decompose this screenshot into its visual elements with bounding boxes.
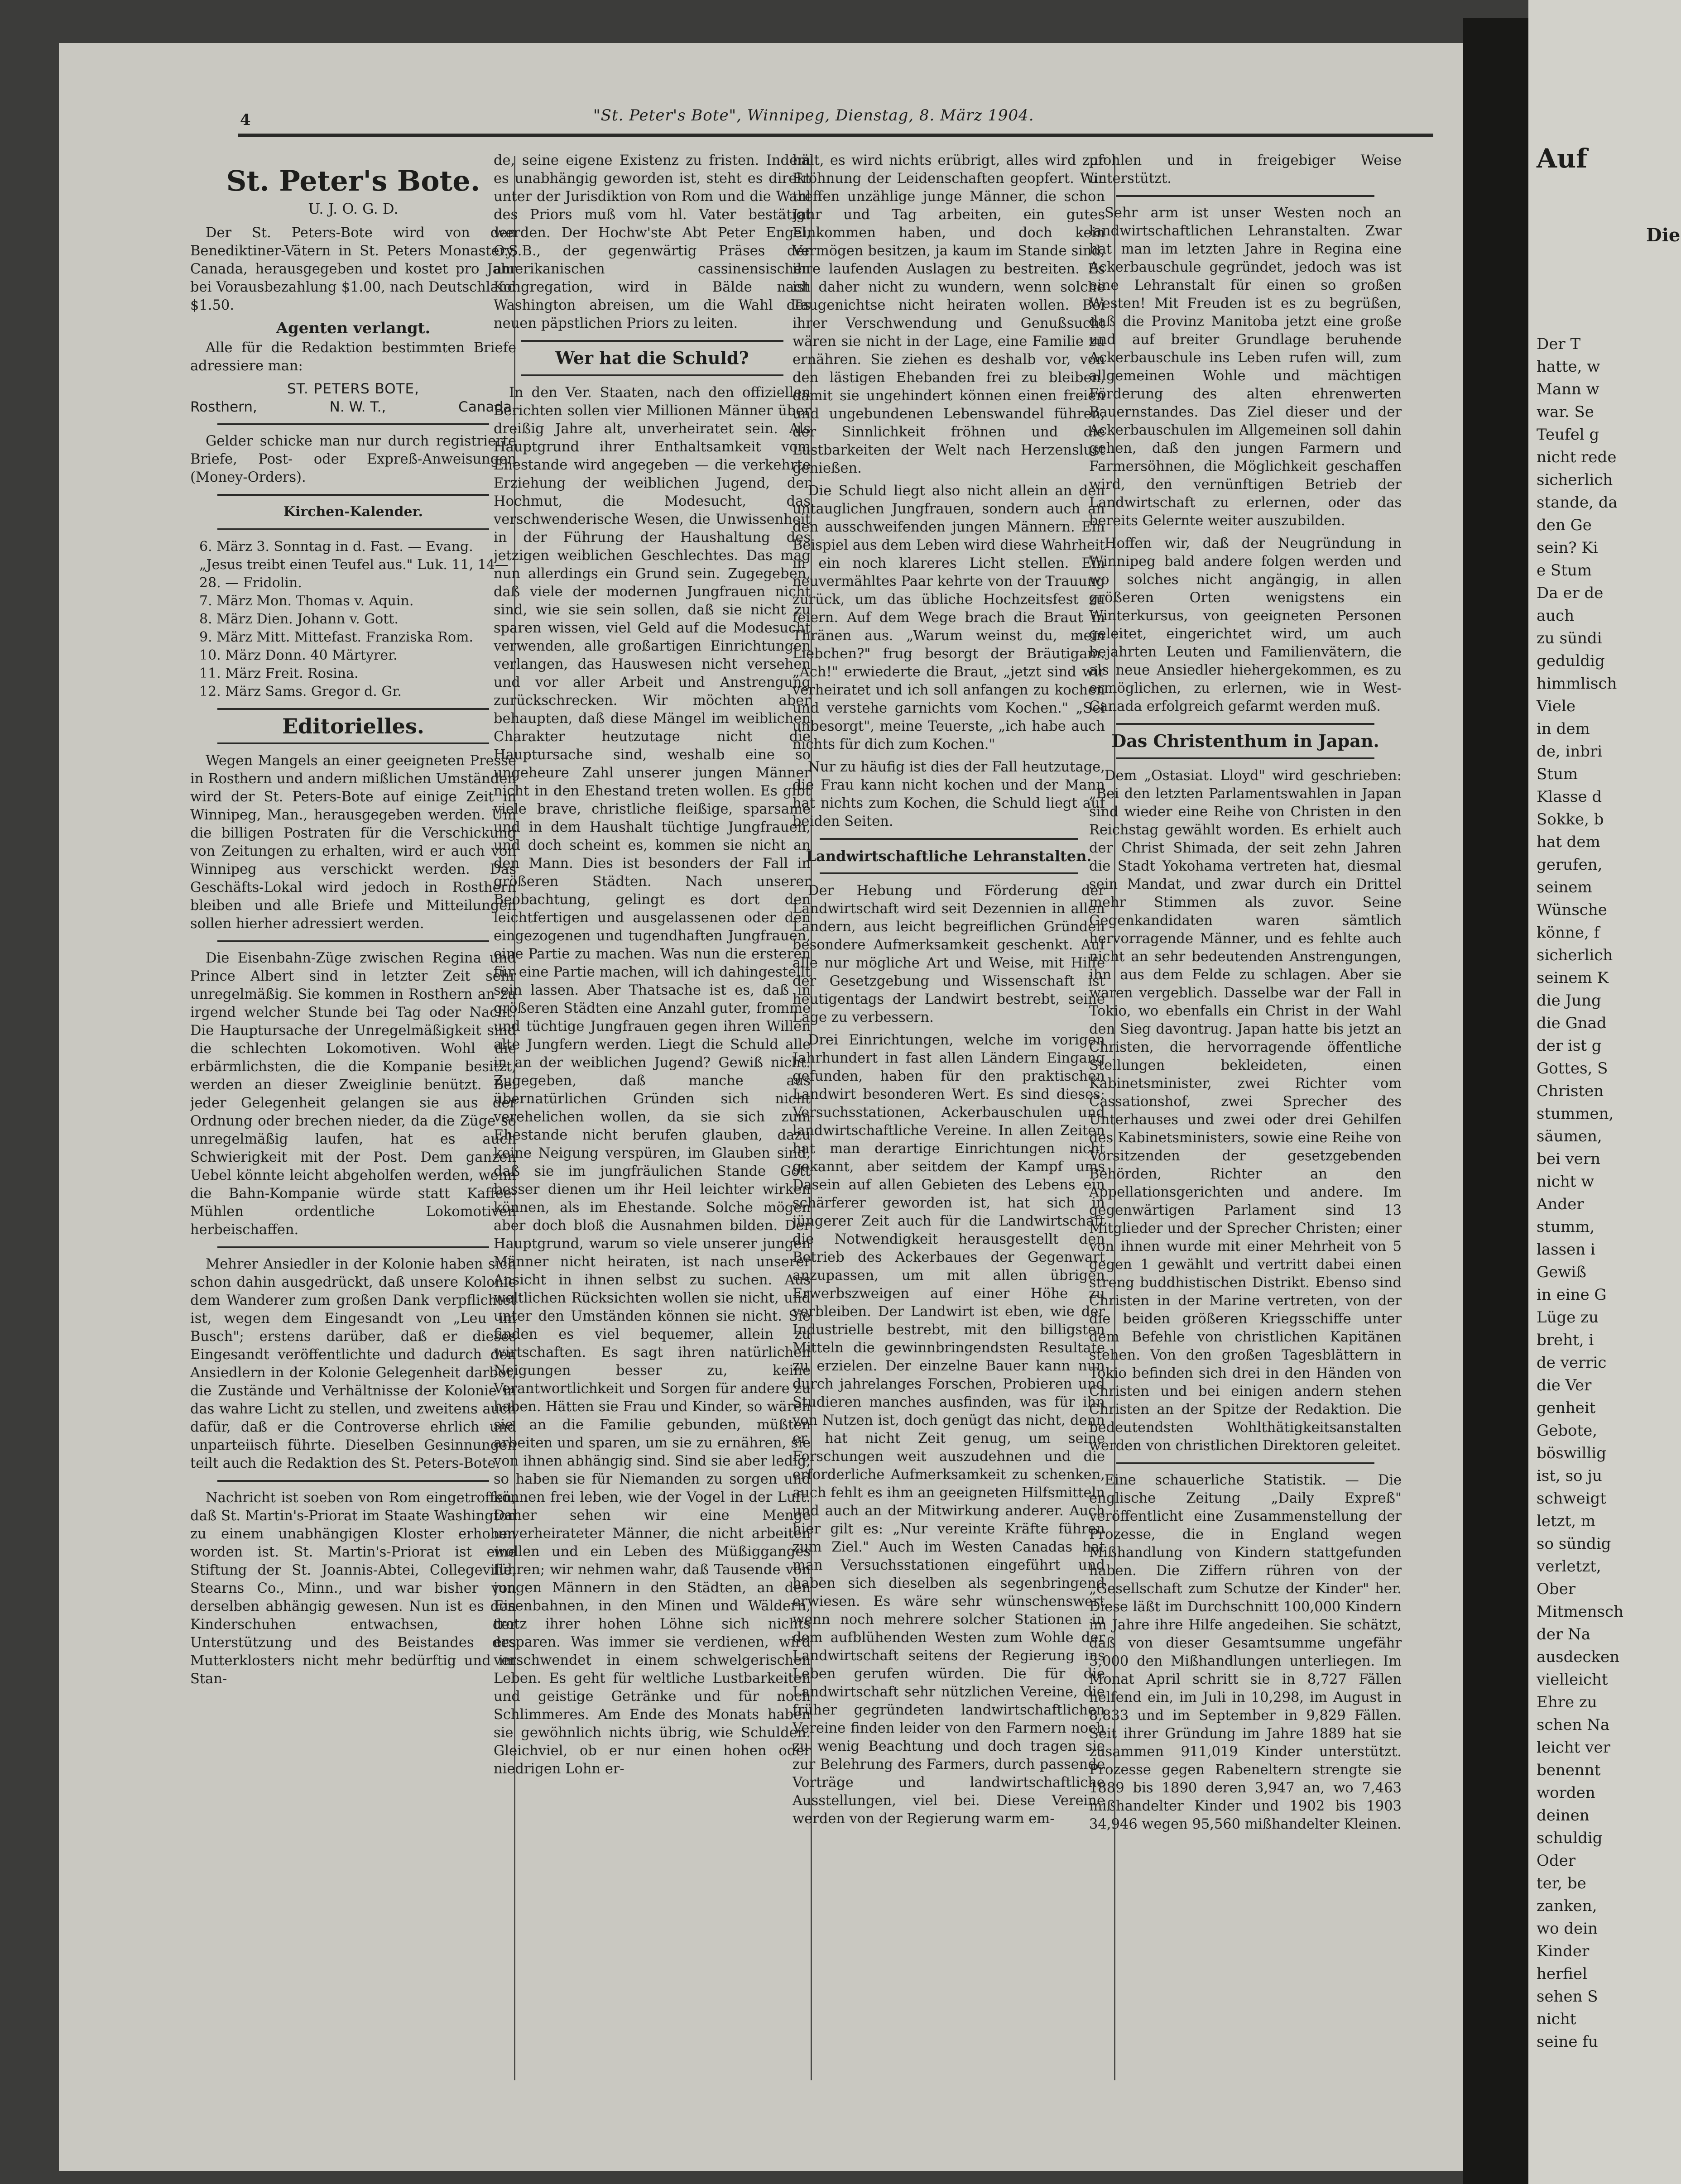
next-page-line: der ist g [1537, 1037, 1602, 1055]
section-rule [521, 374, 783, 376]
next-page-line: Wünsche [1537, 901, 1607, 919]
next-page-edge [1528, 0, 1681, 2184]
article-paragraph: In den Ver. Staaten, nach den offiziellen Berichten sollen vier Millionen Männer über dreißig Jahre alt, unverheiratet sein. Als Hauptgrund ihrer Enthaltsamkeit vom Ehestande wird angegeben — die verkehrte Erziehung der weiblichen Jugend, der Hochmut, die Modesucht, das verschwenderische Wesen, die Unwissenheit in der Führung der Haushaltung des jetzigen weiblichen Geschlechtes. Das mag nun allerdings ein Grund sein. Zugegeben, daß viele der modernen Jungfrauen nicht sind, wie sie sein sollen, daß sie nicht zu sparen wissen, viel Geld auf die Modesucht verwenden, alle großartigen Einrichtungen verlangen, das Hauswesen nicht versehen und vor aller Arbeit und Anstrengung zurückschrecken. Wir möchten aber behaupten, daß diese Mängel im weiblichen Charakter heutzutage nicht die Hauptursache sind, weshalb eine so ungeheure Zahl unserer jungen Männer nicht in den Ehestand treten wollen. Es gibt viele brave, christliche fleißige, sparsame und in dem Haushalt tüchtige Jungfrauen, und doch scheint es, kommen sie nicht an den Mann. Dies ist besonders der Fall in größeren Städten. Nach unserer Beobachtung, gelingt es dort den leichtfertigen und ausgelassenen oder den eingezogenen und tugendhaften Jungfrauen, eine Partie zu machen. Was nun die ersteren für eine Partie machen, will ich dahingestellt sein lassen. Aber Thatsache ist es, daß in größeren Städten eine Anzahl guter, fromme und tüchtige Jungfrauen gegen ihren Willen alte Jungfern werden. Liegt die Schuld alle in an der weiblichen Jugend? Gewiß nicht. Zugegeben, daß manche aus übernatürlichen Gründen sich nicht verehelichen wollen, da sie sich zum Ehestande nicht berufen glauben, dazu keine Neigung verspüren, im Glauben sind, daß sie im jungfräulichen Stande Gott besser dienen um ihr Heil leichter wirken können, als im Ehestande. Solche mögen aber doch bloß die Ausnahmen bilden. Der Hauptgrund, warum so viele unserer jungen Männer nicht heiraten, ist nach unserer Ansicht in ihnen selbst zu suchen. Aus weltlichen Rücksichten wollen sie nicht, und unter den Umständen können sie nicht. Sie finden es viel bequemer, allein zu wirtschaften. Es sagt ihren natürlichen Neigungen besser zu, keine Verantwortlichkeit und Sorgen für andere zu haben. Hätten sie Frau und Kinder, so wären sie an die Familie gebunden, müßten arbeiten und sparen, um sie zu ernähren, sie von ihnen abhängig sind. Sind sie aber ledig, so haben sie für Niemanden zu sorgen und können frei leben, wie der Vogel in der Luft. Daher sehen wir eine Menge unverheirateter Männer, die nicht arbeiten wollen und ein Leben des Müßigganges führen; wir nehmen wahr, daß Tausende von jungen Männern in den Städten, an den Eisenbahnen, in den Minen und Wäldern, trotz ihrer hohen Löhne sich nichts ersparen. Was immer sie verdienen, wird verschwendet in einem schwelgerischen Leben. Es geht für weltliche Lustbarkeiten und geistige Getränke und für noch Schlimmeres. Am Ende des Monats haben sie gewöhnlich nichts übrig, wie Schulden. Gleichviel, ob er nur einen hohen oder niedrigen Lohn er- [494, 385, 811, 1777]
newspaper-page [59, 43, 1463, 2171]
calendar-entry: 11. März Freit. Rosina. [199, 666, 359, 681]
next-page-line: hatte, w [1537, 358, 1600, 376]
next-page-text [1528, 0, 1681, 2184]
section-rule [1116, 1462, 1374, 1464]
next-page-line: Teufel g [1537, 426, 1599, 444]
address-region: N. W. T., [329, 399, 386, 415]
article-paragraph: Dem „Ostasiat. Lloyd" wird geschrieben: „Bei den letzten Parlamentswahlen in Japan sind wieder eine Reihe von Christen in den Reichstag gewählt worden. Es erhielt auch der Christ Shimada, der seit zehn Jahren die Stadt Yokohama vertreten hat, diesmal sein Mandat, und zwar durch ein Drittel mehr Stimmen als zuvor. Seine Gegenkandidaten waren sämtlich hervorragende Männer, und es fehlte auch nicht an sehr bedeutenden Anstrengungen, ihn aus dem Felde zu schlagen. Aber sie waren vergeblich. Dasselbe war der Fall in Tokio, wo ebenfalls ein Christ in der Wahl den Sieg davontrug. Japan hatte bis jetzt an Christen, die hervorragende öffentliche Stellungen bekleideten, einen Kabinetsminister, zwei Richter vom Cassationshof, zwei Sprecher des Unterhauses und zwei oder drei Gehilfen des Kabinetsministers, sowie eine Reihe von Vorsitzenden der gesetzgebenden Behörden, Richter an den Appellationsgerichten und andere. Im gegenwärtigen Parlament sind 13 Mitglieder und der Sprecher Christen; einer von ihnen wurde mit einer Mehrheit von 5 gegen 1 gewählt und vertritt dabei einen streng buddhistischen Distrikt. Ebenso sind Christen in der Marine vertreten, von der die beiden größeren Kriegsschiffe unter dem Befehle von christlichen Kapitänen stehen. Von den großen Tagesblättern in Tokio befinden sich drei in den Händen von Christen und bei einigen andern stehen Christen an der Spitze der Redaktion. Die bedeutendsten Wohlthätigkeitsanstalten werden von christlichen Direktoren geleitet. [1089, 768, 1402, 1454]
next-page-line: in dem [1537, 720, 1590, 738]
next-page-line: schuldig [1537, 1829, 1603, 1847]
section-rule [1116, 757, 1374, 759]
next-page-line: Ober [1537, 1580, 1576, 1598]
page-number: 4 [240, 111, 251, 129]
next-page-line: könne, f [1537, 924, 1600, 942]
next-page-line: Der T [1537, 335, 1581, 353]
next-page-line: Gewiß [1537, 1263, 1586, 1281]
next-page-line: lassen i [1537, 1240, 1595, 1259]
next-page-line: in eine G [1537, 1286, 1607, 1304]
next-page-line: so sündig [1537, 1535, 1611, 1553]
masthead-title: St. Peter's Bote. [226, 164, 480, 197]
article-paragraph: Der Hebung und Förderung der Landwirtschaft wird seit Dezennien in allen Ländern, aus leicht begreiflichen Gründen besondere Aufmerksamkeit geschenkt. Auf alle nur mögliche Art und Weise, mit Hilfe der Gesetzgebung und Wissenschaft ist heutigentags der Landwirt bestrebt, seine Lage zu verbessern. [792, 883, 1105, 1025]
article-paragraph: Hoffen wir, daß der Neugründung in Winnipeg bald andere folgen werden und wo solches nicht angängig, in allen größeren Orten wenigstens ein Winterkursus, von geeigneten Personen geleitet, eingerichtet wird, um auch bejahrten Leuten und Familienvätern, die als neue Ansiedler hiehergekommen, es zu ermöglichen, zu erlernen, wie in West-Canada erfolgreich gefarmt werden muß. [1089, 536, 1402, 714]
next-page-line: e Stum [1537, 561, 1592, 580]
next-page-line: wo dein [1537, 1920, 1598, 1938]
next-page-line: stande, da [1537, 493, 1618, 512]
calendar-entry: 7. März Mon. Thomas v. Aquin. [199, 593, 414, 609]
section-rule [820, 872, 1078, 874]
article-heading: Wer hat die Schuld? [555, 348, 749, 368]
next-page-line: Lüge zu [1537, 1308, 1599, 1327]
article-continuation: de, seine eigene Existenz zu fristen. Indem es unabhängig geworden ist, steht es direkt unter der Jurisdiktion von Rom und die Wahl des Priors muß vom hl. Vater bestätigt werden. Der Hochw'ste Abt Peter Engel, O.S.B., der gegenwärtig Präses der amerikanischen cassinensischen Kongregation, wird in Bälde nach Washington abreisen, um die Wahl des neuen päpstlichen Priors zu leiten. [494, 153, 811, 331]
section-rule [217, 528, 489, 530]
section-rule [217, 940, 489, 942]
next-page-line: der Na [1537, 1625, 1590, 1643]
section-rule [217, 1480, 489, 1482]
next-page-line: seinem [1537, 878, 1592, 896]
editorial-paragraph: Wegen Mangels an einer geeigneten Presse in Rosthern und andern mißlichen Umständen wird der St. Peters-Bote auf einige Zeit in Winnipeg, Man., herausgegeben werden. Um die billigen Postraten für die Verschickung von Zeitungen zu erhalten, wird er auch von Winnipeg aus verschickt werden. Das Geschäfts-Lokal wird jedoch in Rosthern bleiben und alle Briefe und Mitteilungen sollen hierher adressiert werden. [190, 753, 516, 932]
article-paragraph: pfohlen und in freigebiger Weise unterstützt. [1089, 153, 1402, 187]
article-paragraph: Eine schauerliche Statistik. — Die englische Zeitung „Daily Expreß" veröffentlicht eine Zusammenstellung der Prozesse, die in England wegen Mißhandlung von Kindern stattgefunden haben. Die Ziffern rühren von der „Gesellschaft zum Schutze der Kinder" her. Diese läßt im Durchschnitt 100,000 Kindern im Jahre ihre Hilfe angedeihen. Sie schätzt, daß von dieser Gesamtsumme ungefähr 3,000 den Mißhandlungen unterliegen. Im Monat April schritt sie in 8,727 Fällen helfend ein, im Juli in 10,298, im August in 8,833 und im September in 9,829 Fällen. Seit ihrer Gründung im Jahre 1889 hat sie zusammen 911,019 Kinder unterstützt. Prozesse gegen Rabeneltern strengte sie 1889 bis 1890 deren 3,947 an, wo 7,463 mißhandelter Kinder und 1902 bis 1903 34,946 wegen 95,560 mißhandelter Kleinen. [1089, 1472, 1402, 1832]
column-1 [190, 152, 516, 2098]
next-page-line: genheit [1537, 1399, 1596, 1417]
next-page-line: hat dem [1537, 833, 1600, 851]
editorials-heading: Editorielles. [282, 714, 424, 738]
next-page-line: zu sündi [1537, 629, 1602, 647]
next-page-subheading: Die [1646, 225, 1681, 246]
next-page-line: bei vern [1537, 1150, 1601, 1168]
next-page-line: ausdecken [1537, 1648, 1620, 1666]
next-page-line: Gebote, [1537, 1422, 1598, 1440]
next-page-line: sicherlich [1537, 471, 1613, 489]
next-page-line: sein? Ki [1537, 539, 1598, 557]
next-page-line: schen Na [1537, 1716, 1610, 1734]
next-page-line: vielleicht [1537, 1671, 1608, 1689]
section-rule [1116, 195, 1374, 197]
next-page-line: Da er de [1537, 584, 1604, 602]
next-page-line: geduldig [1537, 652, 1605, 670]
next-page-line: Mitmensch [1537, 1603, 1623, 1621]
next-page-line: nicht rede [1537, 448, 1617, 466]
editorial-paragraph: Die Eisenbahn-Züge zwischen Regina und Prince Albert sind in letzter Zeit sehr unregelmäßig. Sie kommen in Rosthern an zu irgend welcher Stunde bei Tag oder Nacht. Die Hauptursache der Unregelmäßigkeit sind die schlechten Lokomotiven. Wohl die erbärmlichsten, die die Kompanie besitzt, werden an dieser Zweiglinie benützt. Bei jeder Gelegenheit gelangen sie aus der Ordnung oder brechen nieder, da die Züge so unregelmäßig laufen, hat es auch Schwierigkeit mit der Post. Dem ganzen Uebel könnte leicht abgeholfen werden, wenn die Bahn-Kompanie würde statt Kaffee-Mühlen ordentliche Lokomotiven herbeischaffen. [190, 950, 516, 1238]
next-page-line: Viele [1537, 697, 1575, 715]
next-page-heading: Auf [1537, 143, 1588, 174]
next-page-line: schweigt [1537, 1490, 1606, 1508]
next-page-line: sicherlich [1537, 946, 1613, 964]
column-2 [494, 152, 811, 2098]
section-rule [217, 742, 489, 744]
next-page-line: gerufen, [1537, 856, 1603, 874]
editorial-paragraph: Nachricht ist soeben von Rom eingetroffen, daß St. Martin's-Priorat im Staate Washington zu einem unabhängigen Kloster erhoben worden ist. St. Martin's-Priorat ist eine Stiftung der St. Joannis-Abtei, Collegeville, Stearns Co., Minn., und war bisher von derselben abhängig gewesen. Nun ist es den Kinderschuhen entwachsen, der Unterstützung und des Beistandes des Mutterklosters nicht mehr bedürftig und im Stan- [190, 1490, 516, 1687]
next-page-line: letzt, m [1537, 1512, 1596, 1530]
next-page-line: nicht w [1537, 1173, 1595, 1191]
next-page-line: Klasse d [1537, 788, 1602, 806]
next-page-line: stumm, [1537, 1218, 1595, 1236]
next-page-line: die Gnad [1537, 1014, 1607, 1032]
article-heading: Das Christenthum in Japan. [1111, 731, 1379, 751]
next-page-line: ter, be [1537, 1874, 1586, 1892]
agents-heading: Agenten verlangt. [276, 319, 431, 337]
next-page-line: die Jung [1537, 991, 1601, 1010]
next-page-line: benennt [1537, 1761, 1601, 1779]
section-rule [217, 1246, 489, 1248]
address-line [190, 398, 516, 416]
next-page-line: sehen S [1537, 1988, 1598, 2006]
editorial-paragraph: Mehrer Ansiedler in der Kolonie haben sich schon dahin ausgedrückt, daß unsere Kolonie dem Wanderer zum großen Dank verpflichtet ist, wegen dem Eingesandt von „Leu im Busch"; erstens darüber, daß er dieses Eingesandt veröffentlichte und dadurch den Ansiedlern in der Kolonie Gelegenheit darbot, die Zustände und Verhältnisse der Kolonie in das wahre Licht zu stellen, und zweitens auch dafür, daß er die Controverse ehrlich und unparteiisch führte. Dieselben Gesinnungen teilt auch die Redaktion des St. Peters-Bote. [190, 1256, 516, 1471]
address-town: Rosthern, [190, 399, 257, 415]
masthead-motto: U. J. O. G. D. [308, 200, 399, 217]
calendar-entry: 6. März 3. Sonntag in d. Fast. — Evang. „Jesus treibt einen Teufel aus." Luk. 11, 14—28. — Fridolin. [199, 539, 509, 591]
section-rule [521, 340, 783, 342]
section-rule [1116, 723, 1374, 725]
page-gutter [1463, 18, 1531, 2184]
calendar-entry: 10. März Donn. 40 Märtyrer. [199, 647, 398, 663]
next-page-line: de verric [1537, 1354, 1607, 1372]
next-page-line: Stum [1537, 765, 1578, 783]
next-page-line: auch [1537, 607, 1575, 625]
next-page-line: den Ge [1537, 516, 1592, 534]
calendar-heading: Kirchen-Kalender. [283, 504, 423, 520]
section-rule [217, 708, 489, 710]
next-page-line: nicht [1537, 2010, 1576, 2028]
article-paragraph: hält, es wird nichts erübrigt, alles wird zur Fröhnung der Leidenschaften geopfert. Wir treffen unzählige junge Männer, die schon Jahr und Tag arbeiten, ein gutes Einkommen haben, und doch kein Vermögen besitzen, ja kaum im Stande sind, ihre laufenden Auslagen zu bestreiten. Es ist daher nicht zu wundern, wenn solche Taugenichtse nicht heiraten wollen. Bei ihrer Verschwendung und Genußsucht wären sie nicht in der Lage, eine Familie zu ernähren. Sie ziehen es deshalb vor, von den lästigen Ehebanden frei zu bleiben, damit sie ungehindert können einen freien und ungebundenen Lebenswandel führen, der Sinnlichkeit fröhnen und die Lustbarkeiten der Welt nach Herzenslust genießen. [792, 153, 1105, 476]
article-paragraph: Drei Einrichtungen, welche im vorigen Jahrhundert in fast allen Ländern Eingang gefunden, haben für den praktischen Landwirt besonderen Wert. Es sind dieses: Versuchsstationen, Ackerbauschulen und landwirtschaftliche Vereine. In allen Zeiten hat man derartige Einrichtungen nicht gekannt, aber seitdem der Kampf ums Dasein auf allen Gebieten des Lebens ein schärferer geworden ist, hat sich in jüngerer Zeit auch für die Landwirtschaft die Notwendigkeit herausgestellt den Betrieb des Ackerbaues der Gegenwart anzupassen, um mit allen übrigen Erwerbszweigen auf einer Höhe zu verbleiben. Der Landwirt ist eben, wie der Industrielle bestrebt, mit den billigsten Mitteln die gewinnbringendsten Resultate zu erzielen. Der einzelne Bauer kann nun durch jahrelanges Forschen, Probieren und Studieren manches ausfinden, was für ihn von Nutzen ist, doch genügt das nicht, denn er hat nicht Zeit genug, um seine Forschungen weit auszudehnen und die erforderliche Aufmerksamkeit zu schenken, auch fehlt es ihm an geeigneten Hilfsmitteln und auch an der Mitwirkung anderer. Auch hier gilt es: „Nur vereinte Kräfte führen zum Ziel." Auch im Westen Canadas hat man Versuchsstationen eingeführt und haben sich dieselben als segenbringend erwiesen. Es wäre sehr wünschenswert wenn noch mehrere solcher Stationen in dem aufblühenden Westen zum Wohle der Landwirtschaft seitens der Regierung ins Leben gerufen würden. Die für die Landwirtschaft sehr nützlichen Vereine, die früher gegründeten landwirtschaftlichen Vereine finden leider von den Farmern noch zu wenig Beachtung und doch tragen sie zur Belehrung des Farmers, durch passende Vorträge und landwirtschaftliche Ausstellungen, viel bei. Diese Vereine werden von der Regierung warm em- [792, 1032, 1105, 1827]
next-page-line: Oder [1537, 1852, 1576, 1870]
next-page-line: ist, so ju [1537, 1467, 1602, 1485]
calendar-entry: 8. März Dien. Johann v. Gott. [199, 611, 399, 627]
next-page-line: war. Se [1537, 403, 1594, 421]
header-rule [238, 134, 1433, 137]
page-header [59, 43, 1463, 147]
article-paragraph: Die Schuld liegt also nicht allein an den untauglichen Jungfrauen, sondern auch an den ausschweifenden jungen Männern. Ein Beispiel aus dem Leben wird diese Wahrheit in ein noch klareres Licht stellen. Ein neuvermähltes Paar kehrte von der Trauung zurück, um das übliche Hochzeitsfest zu feiern. Auf dem Wege brach die Braut in Thränen aus. „Warum weinst du, mein Liebchen?" frug besorgt der Bräutigam. „Ach!" erwiederte die Braut, „jetzt sind wir verheiratet und ich soll anfangen zu kochen und verstehe garnichts vom Kochen." „Sei unbesorgt", meine Teuerste, „ich habe auch nichts für dich zum Kochen." [792, 483, 1105, 752]
calendar-entry: 9. März Mitt. Mittefast. Franziska Rom. [199, 629, 474, 645]
next-page-line: Sokke, b [1537, 810, 1604, 829]
address-country: Canada. [458, 399, 516, 415]
running-head: "St. Peter's Bote", Winnipeg, Dienstag, 8. März 1904. [593, 106, 1034, 125]
next-page-line: böswillig [1537, 1444, 1607, 1462]
calendar-entry: 12. März Sams. Gregor d. Gr. [199, 684, 402, 699]
address-note: Alle für die Redaktion bestimmten Briefe adressiere man: [190, 340, 516, 374]
masthead-intro: Der St. Peters-Bote wird von den Benediktiner-Vätern in St. Peters Monastery, Canada, herausgegeben und kostet pro Jahr bei Vorausbezahlung $1.00, nach Deutschland $1.50. [190, 225, 516, 313]
next-page-line: seine fu [1537, 2033, 1598, 2051]
next-page-line: verletzt, [1537, 1557, 1601, 1576]
column-3 [792, 152, 1105, 2098]
next-page-line: worden [1537, 1784, 1595, 1802]
next-page-line: de, inbri [1537, 742, 1603, 761]
next-page-line: deinen [1537, 1806, 1590, 1825]
address-name: ST. PETERS BOTE, [287, 381, 420, 397]
column-4 [1089, 152, 1402, 2098]
section-rule [217, 494, 489, 496]
article-paragraph: Sehr arm ist unser Westen noch an landwirtschaftlichen Lehranstalten. Zwar hat man im letzten Jahre in Regina eine Ackerbauschule gegründet, jedoch was ist eine Lehranstalt für einen so großen Westen! Mit Freuden ist es zu begrüßen, daß die Provinz Manitoba jetzt eine große und auf breiter Grundlage beruhende Ackerbauschule ins Leben rufen will, zum allgemeinen Wohle und mächtigen Förderung des alten ehrenwerten Bauernstandes. Das Ziel dieser und der Ackerbauschulen im Allgemeinen soll dahin gehen, daß den jungen Farmern und Farmersöhnen, die Möglichkeit geschaffen wird, den vernünftigen Betrieb der Landwirtschaft zu erlernen, oder das bereits Gelernte weiter auszubilden. [1089, 205, 1402, 529]
section-rule [820, 838, 1078, 840]
next-page-line: Gottes, S [1537, 1059, 1608, 1078]
next-page-line: Ander [1537, 1195, 1584, 1213]
next-page-line: seinem K [1537, 969, 1609, 987]
next-page-line: Kinder [1537, 1942, 1590, 1960]
next-page-line: Christen [1537, 1082, 1604, 1100]
next-page-line: himmlisch [1537, 675, 1617, 693]
next-page-line: die Ver [1537, 1376, 1592, 1394]
next-page-line: breht, i [1537, 1331, 1594, 1349]
article-paragraph: Nur zu häufig ist dies der Fall heutzutage, die Frau kann nicht kochen und der Mann hat nichts zum Kochen, die Schuld liegt auf beiden Seiten. [792, 759, 1105, 829]
next-page-line: herfiel [1537, 1965, 1587, 1983]
next-page-line: leicht ver [1537, 1739, 1610, 1757]
article-heading: Landwirtschaftliche Lehranstalten. [806, 848, 1092, 865]
next-page-line: stummen, [1537, 1105, 1614, 1123]
section-rule [217, 423, 489, 425]
next-page-line: säumen, [1537, 1127, 1602, 1145]
next-page-line: zanken, [1537, 1897, 1597, 1915]
next-page-line: Mann w [1537, 380, 1599, 398]
next-page-line: Ehre zu [1537, 1693, 1597, 1711]
money-note: Gelder schicke man nur durch registrierte Briefe, Post- oder Expreß-Anweisungen (Money-Orders). [190, 433, 516, 485]
